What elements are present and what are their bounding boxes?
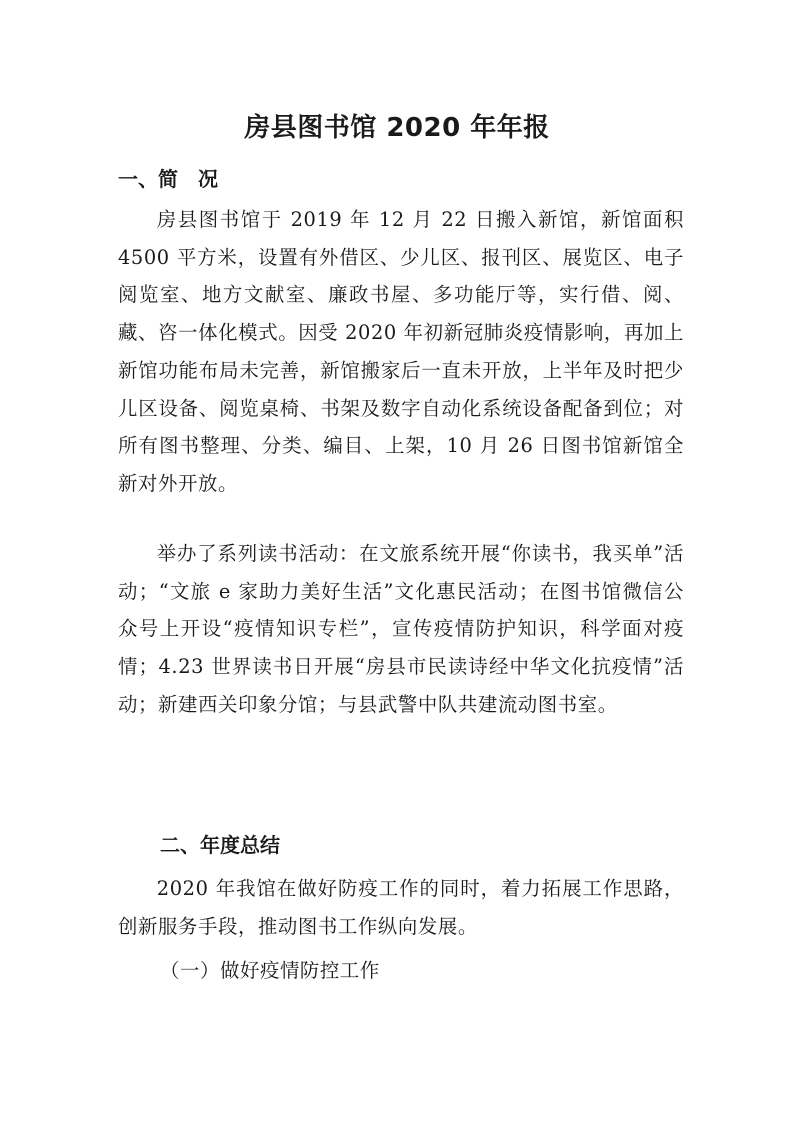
summary-subheading-epidemic-control: （一）做好疫情防控工作 xyxy=(160,959,380,982)
section-heading-overview: 一、简 况 xyxy=(118,167,218,191)
section-heading-annual-summary: 二、年度总结 xyxy=(160,833,280,857)
summary-paragraph-1: 2020 年我馆在做好防疫工作的同时，着力拓展工作思路，创新服务手段，推动图书工作纵向发展。 xyxy=(118,877,684,938)
overview-paragraph-1: 房县图书馆于 2019 年 12 月 22 日搬入新馆，新馆面积 4500 平方米，设置有外借区、少儿区、报刊区、展览区、电子阅览室、地方文献室、廉政书屋、多功能厅等，实行借、阅、藏、咨一体化模式。因受 2020 年初新冠肺炎疫情影响，再加上新馆功能布局未完善，新馆搬家后一直未开放，上半年及时把少儿区设备、阅览桌椅、书架及数字自动化系统设备配备到位；对所有图书整理、分类、编目、上架，10 月 26 日图书馆新馆全新对外开放。 xyxy=(118,208,684,495)
overview-paragraph-2: 举办了系列读书活动：在文旅系统开展“你读书，我买单”活动；“文旅 e 家助力美好生活”文化惠民活动；在图书馆微信公众号上开设“疫情知识专栏”，宣传疫情防护知识，科学面对疫情；4.23 世界读书日开展“房县市民读诗经中华文化抗疫情”活动；新建西关印象分馆；与县武警中队共建流动图书室。 xyxy=(118,542,684,716)
page-title: 房县图书馆 2020 年年报 xyxy=(244,113,550,143)
